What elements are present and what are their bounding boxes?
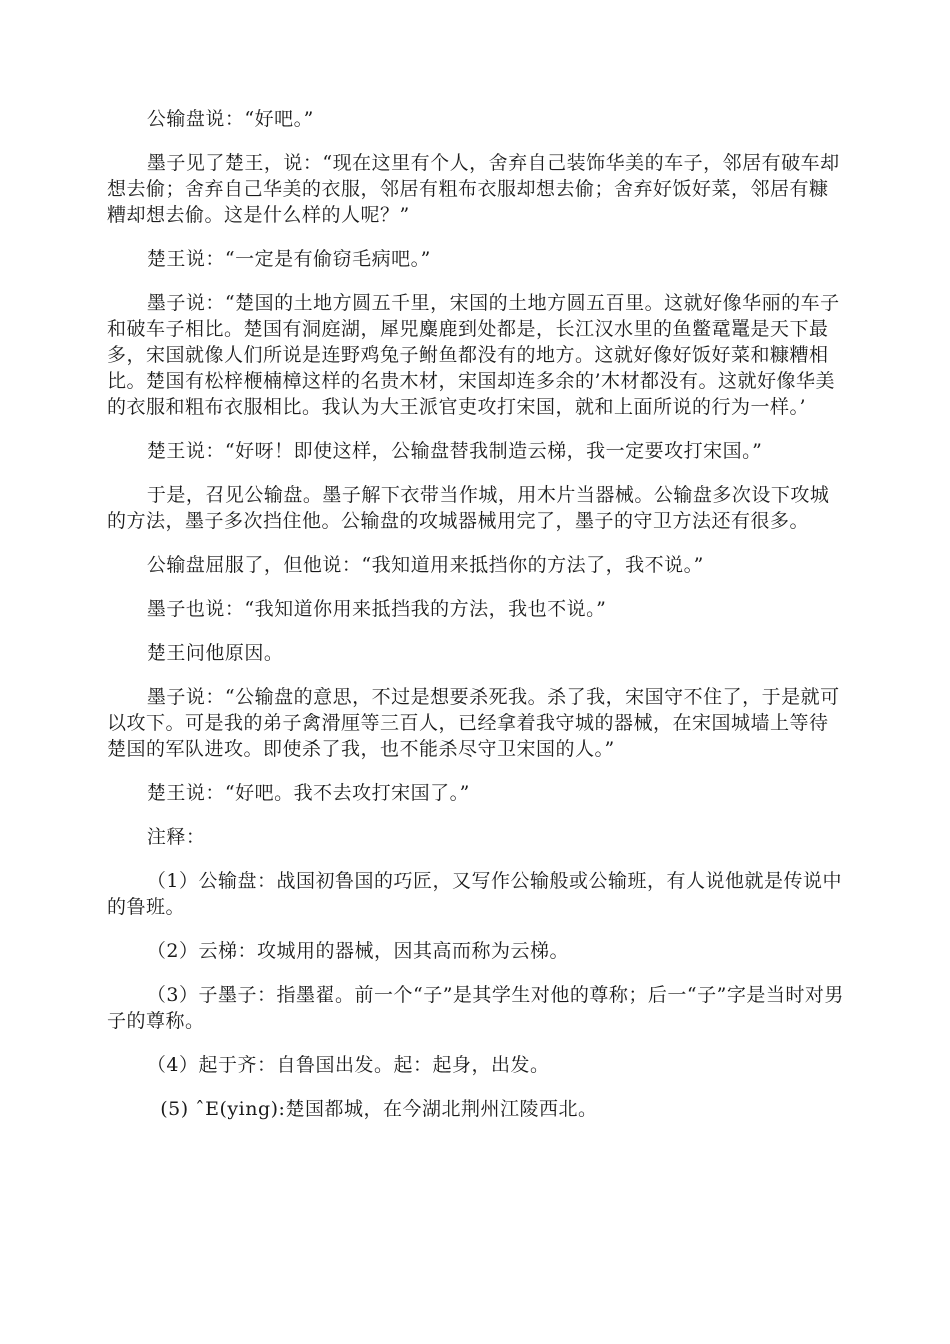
paragraph: 楚王说：“一定是有偷窃毛病吧。” [146, 248, 431, 270]
paragraph: 公输盘说：“好吧。” [146, 108, 314, 130]
note-item: （4）起于齐：自鲁国出发。起：起身，出发。 [146, 1054, 550, 1076]
note-item: (5) ˆE(ying):楚国都城，在今湖北荆州江陵西北。 [160, 1098, 598, 1120]
note-item: （2）云梯：攻城用的器械，因其高而称为云梯。 [146, 940, 569, 962]
paragraph: 于是，召见公输盘。墨子解下衣带当作城，用木片当器械。公输盘多次设下攻城的方法，墨子多次挡住他。公输盘的攻城器械用完了，墨子的守卫方法还有很多。 [107, 484, 830, 532]
paragraph: 墨子也说：“我知道你用来抵挡我的方法，我也不说。” [146, 598, 607, 620]
notes-heading: 注释： [146, 826, 206, 848]
paragraph: 楚王说：“好呀！即使这样，公输盘替我制造云梯，我一定要攻打宋国。” [146, 440, 763, 462]
document-body [107, 106, 847, 1122]
paragraph: 楚王问他原因。 [146, 642, 284, 664]
note-item: （1）公输盘：战国初鲁国的巧匠，又写作公输般或公输班，有人说他就是传说中的鲁班。 [107, 870, 842, 918]
note-item: （3）子墨子：指墨翟。前一个“子”是其学生对他的尊称；后一“子”字是当时对男子的尊称。 [107, 984, 844, 1032]
paragraph: 墨子说：“楚国的土地方圆五千里，宋国的土地方圆五百里。这就好像华丽的车子和破车子相比。楚国有洞庭湖，犀兕麋鹿到处都是，长江汉水里的鱼鳖鼋鼍是天下最多，宋国就像人们所说是连野鸡兔子鲋鱼都没有的地方。这就好像好饭好菜和糠糟相比。楚国有松梓楩楠樟这样的名贵木材，宋国却连多余的’木材都没有。这就好像华美的衣服和粗布衣服相比。我认为大王派官吏攻打宋国，就和上面所说的行为一样。’ [107, 292, 840, 418]
paragraph: 楚王说：“好吧。我不去攻打宋国了。” [146, 782, 470, 804]
paragraph: 公输盘屈服了，但他说：“我知道用来抵挡你的方法了，我不说。” [146, 554, 704, 576]
paragraph: 墨子说：“公输盘的意思，不过是想要杀死我。杀了我，宋国守不住了，于是就可以攻下。可是我的弟子禽滑厘等三百人，已经拿着我守城的器械，在宋国城墙上等待楚国的军队进攻。即使杀了我，也不能杀尽守卫宋国的人。” [107, 686, 840, 760]
paragraph: 墨子见了楚王，说：“现在这里有个人，舍弃自己装饰华美的车子，邻居有破车却想去偷；舍弃自己华美的衣服，邻居有粗布衣服却想去偷；舍弃好饭好菜，邻居有糠糟却想去偷。这是什么样的人呢？” [107, 152, 840, 226]
